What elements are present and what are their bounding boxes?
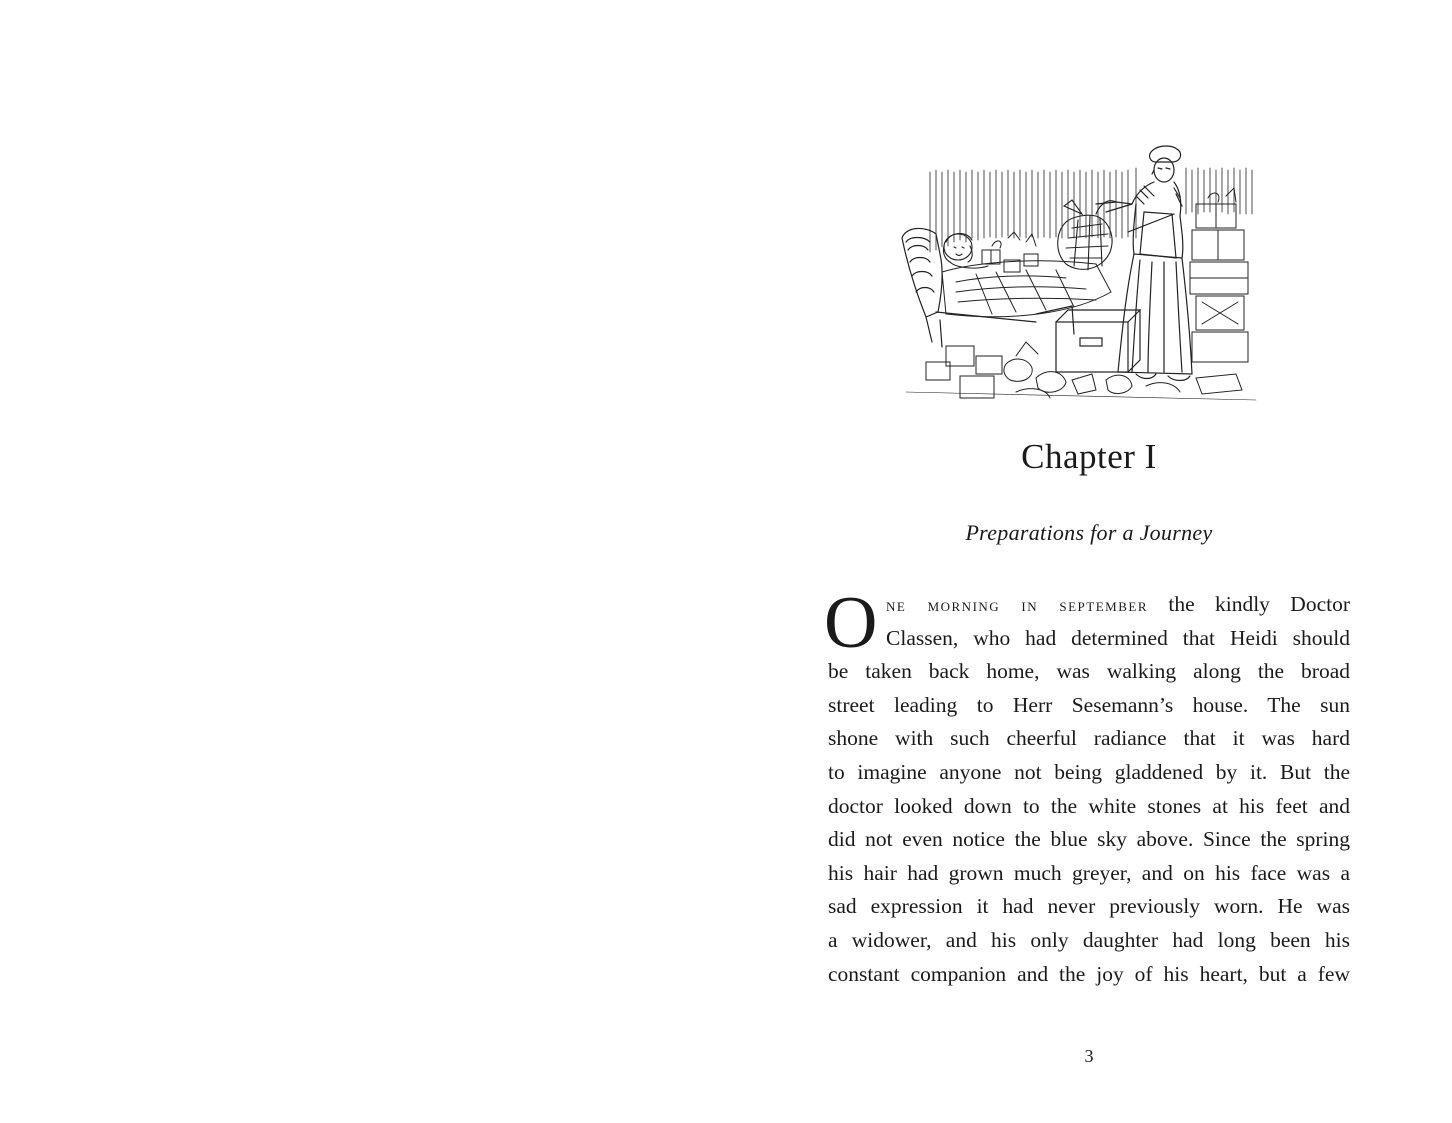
- chapter-body-text: [824, 582, 1350, 991]
- hanging-sack: [1058, 200, 1116, 270]
- gift-packages-bed: [982, 232, 1038, 272]
- body-line: be taken back home, was walking along the broad: [828, 659, 1350, 684]
- body-line: did not even notice the blue sky above. Since the spring: [828, 827, 1350, 852]
- right-page: [726, 0, 1452, 1123]
- body-line: his hair had grown much greyer, and on his face was a: [828, 860, 1350, 885]
- body-line-1-rest: the kindly Doctor: [1168, 592, 1350, 616]
- chapter-title: Chapter I: [1021, 437, 1157, 476]
- body-line: doctor looked down to the white stones at his feet and: [828, 793, 1350, 818]
- body-line: sad expression it had never previously worn. He was: [828, 894, 1350, 919]
- body-line: constant companion and the joy of his heart, but a few: [828, 961, 1350, 986]
- body-line: a widower, and his only daughter had long been his: [828, 927, 1350, 952]
- body-line: shone with such cheerful radiance that it was hard: [828, 726, 1350, 751]
- body-line: street leading to Herr Sesemann’s house. The sun: [828, 692, 1350, 717]
- chapter-illustration: [896, 142, 1264, 412]
- body-line-1: [828, 588, 1350, 622]
- drop-cap-letter: O: [824, 582, 878, 664]
- stacked-gifts: [1190, 188, 1248, 362]
- body-line: to imagine anyone not being gladdened by it. But the: [828, 759, 1350, 784]
- sofa: [902, 228, 1036, 347]
- chapter-subtitle: Preparations for a Journey: [965, 520, 1213, 545]
- housekeeper-figure: [1096, 146, 1192, 381]
- floor-clutter: [906, 342, 1256, 400]
- curtain-lines: [930, 168, 1252, 252]
- body-line: Classen, who had determined that Heidi should: [886, 625, 1350, 650]
- page-number: 3: [1084, 1046, 1094, 1066]
- opening-small-caps: ne morning in september: [886, 595, 1148, 616]
